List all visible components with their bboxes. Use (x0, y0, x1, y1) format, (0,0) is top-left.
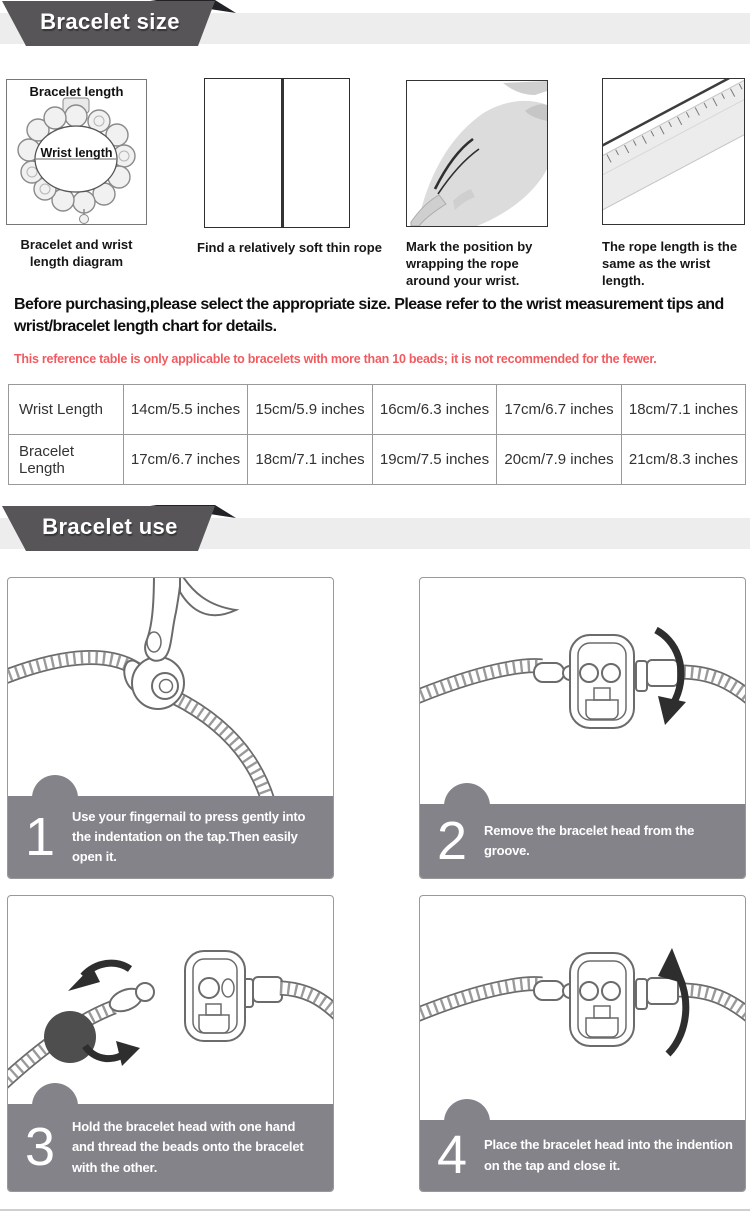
bracelet-diagram-figure (6, 79, 147, 225)
open-clasp-illustration (8, 578, 333, 798)
step-number: 4 (436, 1125, 468, 1186)
step-band (420, 804, 745, 878)
step-band (420, 1120, 745, 1191)
ruler-figure (602, 78, 745, 225)
rope-right (676, 672, 745, 698)
bracelet-head (534, 953, 678, 1046)
step-text: Hold the bracelet head with one hand and thread the beads onto the bracelet with the other. (72, 1119, 304, 1175)
step-band (8, 1104, 333, 1191)
size-table (8, 384, 746, 485)
size-intro-text: Before purchasing,please select the appropriate size. Please refer to the wrist measurement tips and wrist/bracelet length chart for details. (14, 296, 724, 336)
bracelet-head (534, 635, 678, 728)
ruler-illustration (603, 79, 744, 224)
table-cell: 18cm/7.1 inches (622, 385, 746, 435)
table-row (9, 385, 746, 435)
bracelet-size-banner (0, 0, 750, 48)
rotate-arrow-top-icon (68, 963, 130, 991)
use-step-panel-3 (7, 895, 334, 1192)
table-cell: 17cm/6.7 inches (124, 435, 248, 485)
rope-left (420, 984, 542, 1016)
table-cell: 19cm/7.5 inches (373, 435, 497, 485)
size-note-text: This reference table is only applicable to bracelets with more than 10 beads; it is not recommended for the fewer. (14, 352, 657, 366)
rope-end-pin (106, 983, 154, 1016)
page-bottom-divider (0, 1209, 750, 1211)
step-number: 3 (24, 1117, 56, 1178)
step-text: Place the bracelet head into the indention on the tap and close it. (484, 1137, 733, 1173)
row-header: Bracelet Length (9, 435, 124, 485)
step-text: Use your fingernail to press gently into the indentation on the tap.Then easily open it. (72, 808, 306, 865)
table-cell: 21cm/8.3 inches (622, 435, 746, 485)
remove-head-illustration (420, 578, 745, 806)
thread-beads-illustration (8, 896, 333, 1106)
table-cell: 14cm/5.5 inches (124, 385, 248, 435)
step-number: 2 (436, 810, 468, 871)
rope-figure (204, 78, 350, 228)
table-row (9, 435, 746, 485)
row-header: Wrist Length (9, 385, 124, 435)
wrist-wrap-illustration (407, 81, 547, 226)
close-clasp-illustration (420, 896, 745, 1122)
bracelet-use-banner (0, 505, 750, 553)
clasp-bead (121, 657, 184, 709)
use-step-panel-2 (419, 577, 746, 879)
rope-right (174, 697, 269, 798)
figure-caption: Mark the position by wrapping the rope around your wrist. (406, 239, 533, 289)
bracelet-length-label: Bracelet length (29, 84, 124, 99)
section-title: Bracelet use (42, 514, 178, 539)
finger (145, 578, 236, 661)
table-cell: 15cm/5.9 inches (248, 385, 373, 435)
section-title: Bracelet size (40, 9, 180, 34)
wrist-length-label: Wrist length (40, 146, 113, 160)
figure-caption: Find a relatively soft thin rope (197, 240, 382, 255)
dark-bead (44, 1011, 96, 1063)
table-cell: 20cm/7.9 inches (497, 435, 622, 485)
rope-left (420, 666, 542, 698)
wrist-wrap-figure (406, 80, 548, 227)
step-number: 1 (24, 806, 56, 867)
figure-caption: Bracelet and wrist length diagram (20, 237, 133, 270)
step-band (8, 796, 333, 878)
use-step-panel-1 (7, 577, 334, 879)
step-text: Remove the bracelet head from the groove. (484, 822, 695, 858)
use-step-panel-4 (419, 895, 746, 1192)
table-cell: 17cm/6.7 inches (497, 385, 622, 435)
rope-line (281, 79, 284, 227)
rope-left (8, 658, 139, 678)
table-cell: 16cm/6.3 inches (373, 385, 497, 435)
table-cell: 18cm/7.1 inches (248, 435, 373, 485)
figure-caption: The rope length is the same as the wrist length. (602, 239, 738, 289)
rope-right (280, 988, 333, 1014)
bracelet-head (185, 951, 282, 1041)
